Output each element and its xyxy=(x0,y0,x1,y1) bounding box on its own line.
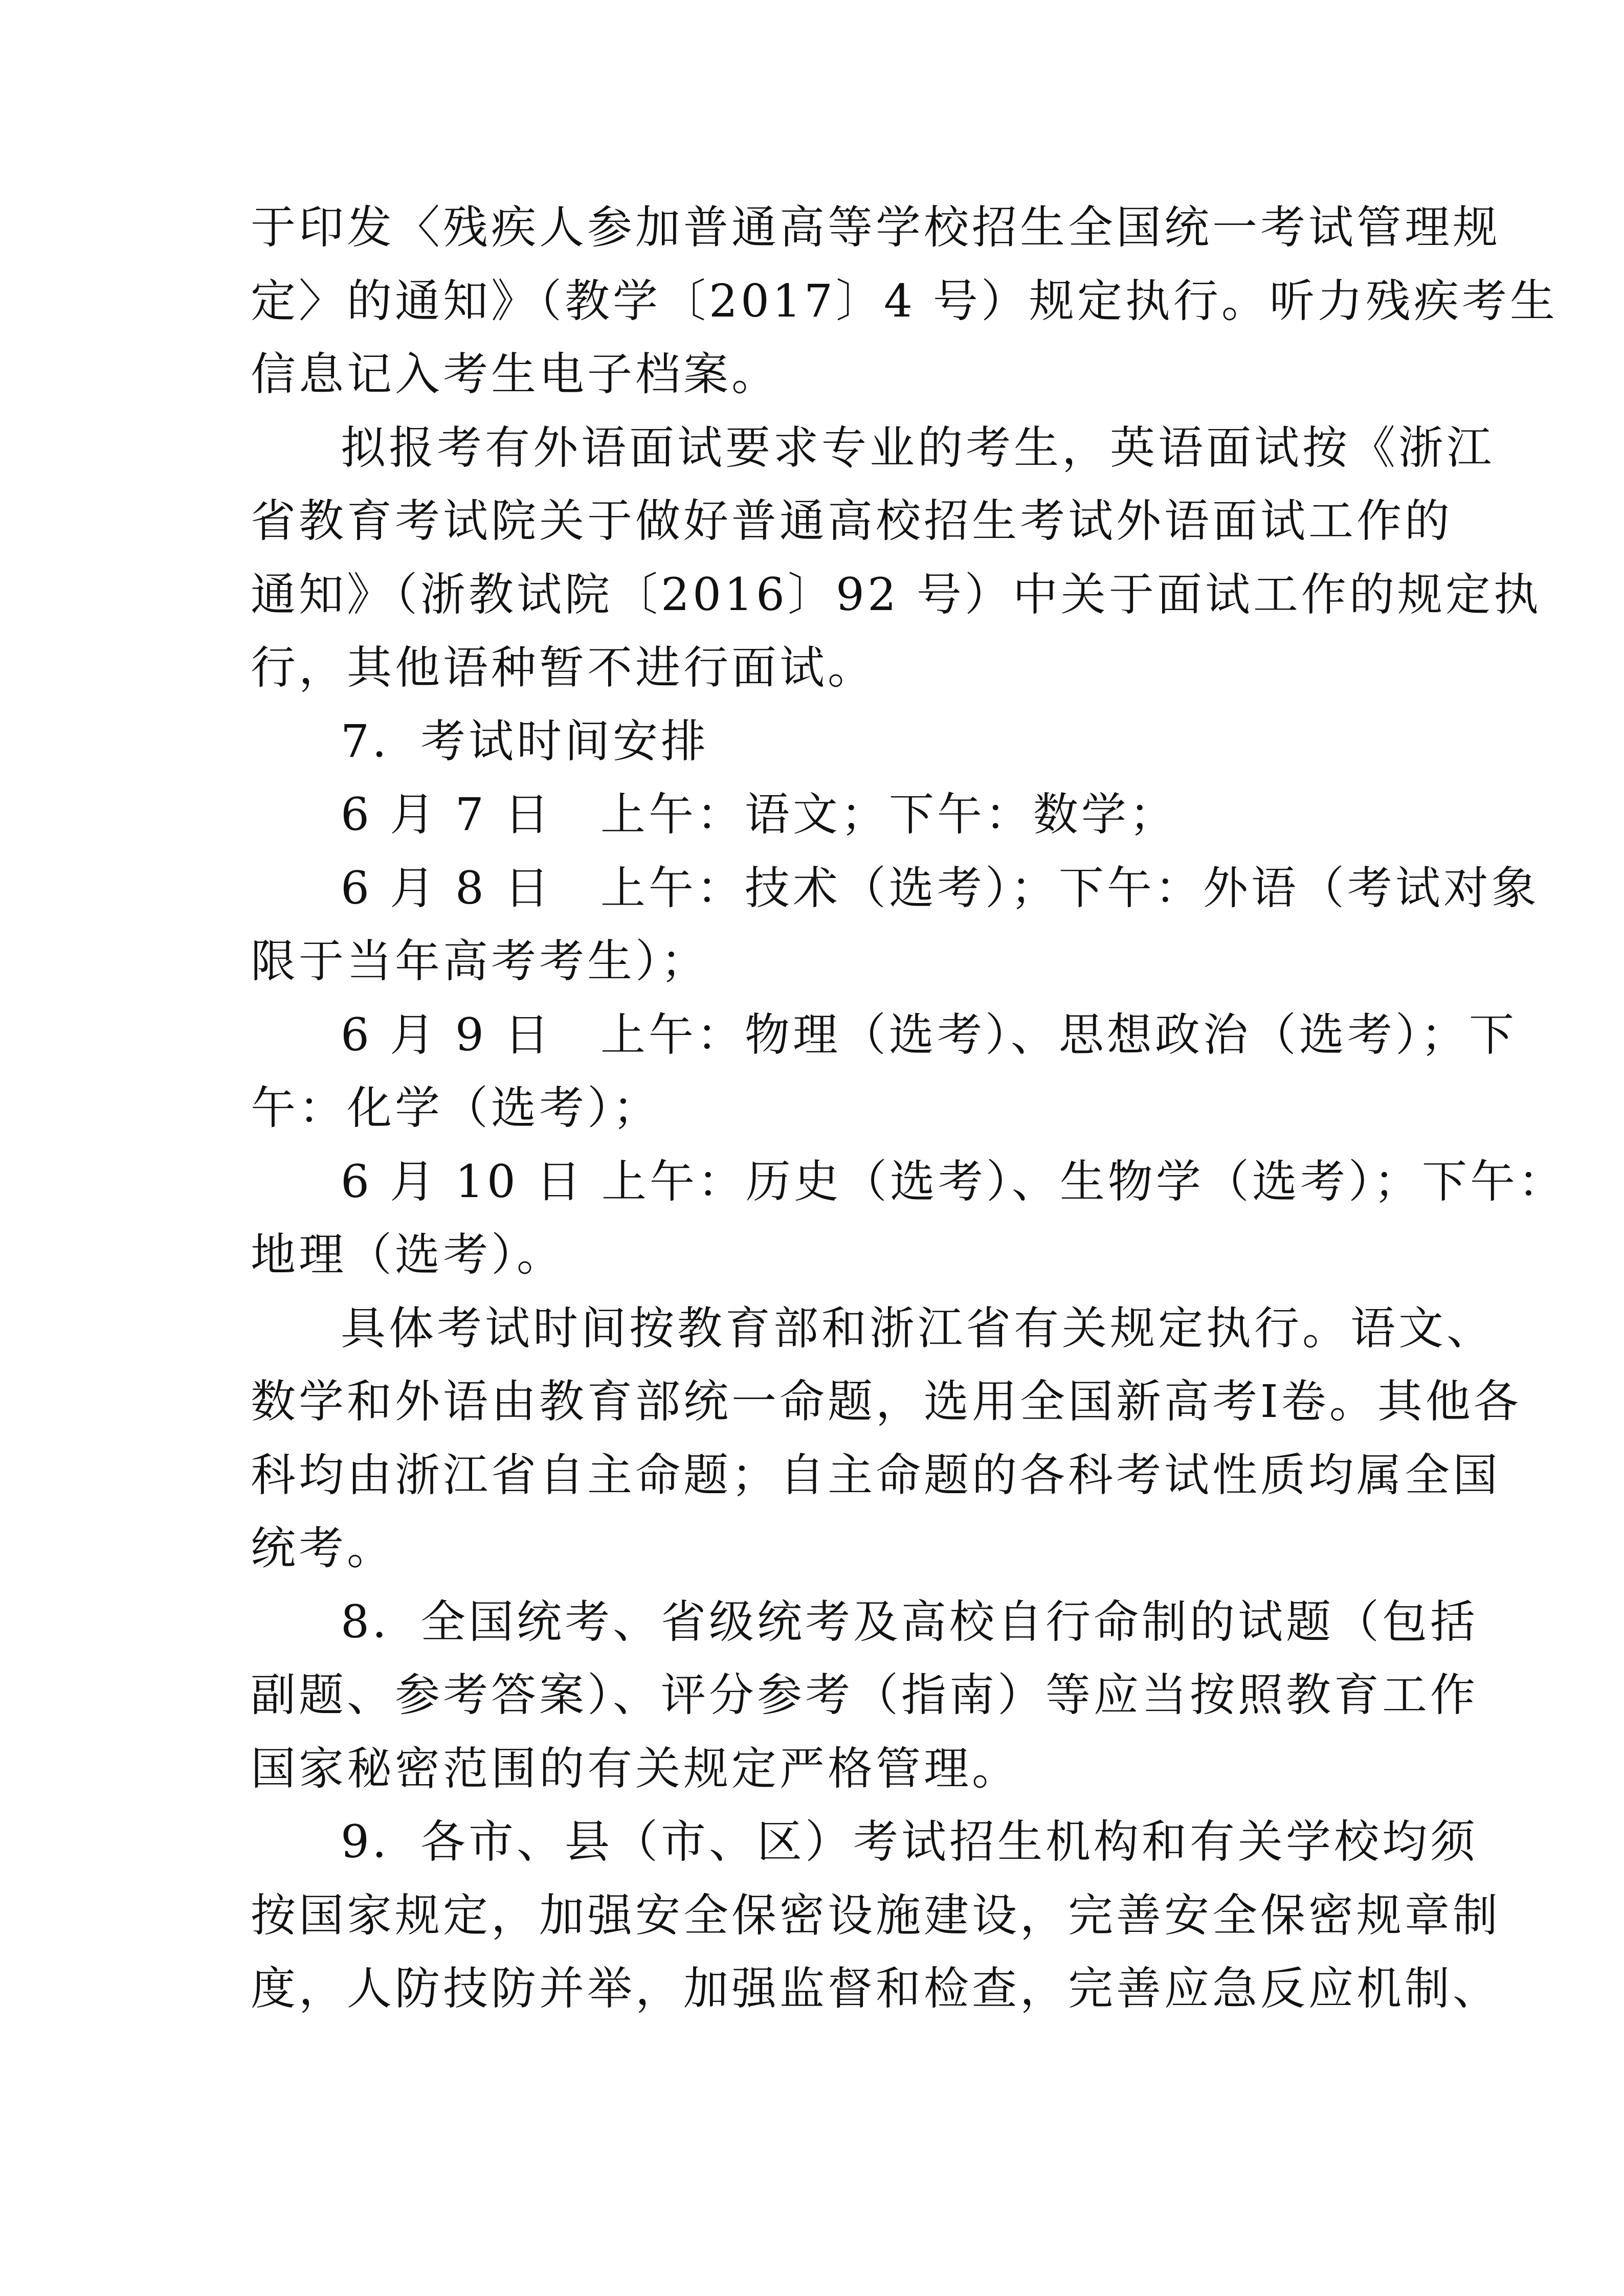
text-line: 地理（选考）。 xyxy=(251,1228,565,1281)
text-line: 国家秘密范围的有关规定严格管理。 xyxy=(251,1742,1020,1795)
text-line: 通知》（浙教试院〔2016〕92 号）中关于面试工作的规定执 xyxy=(251,568,1542,621)
text-line: 副题、参考答案）、评分参考（指南）等应当按照教育工作 xyxy=(251,1669,1479,1721)
paragraph-first-line: 8．全国统考、省级统考及高校自行命制的试题（包括 xyxy=(341,1595,1478,1648)
paragraph-first-line: 拟报考有外语面试要求专业的考生，英语面试按《浙江 xyxy=(341,421,1495,474)
schedule-line: 6 月 7 日 上午：语文；下午：数学； xyxy=(341,788,1177,841)
schedule-line: 6 月 9 日 上午：物理（选考）、思想政治（选考）；下 xyxy=(341,1008,1517,1061)
text-line: 信息记入考生电子档案。 xyxy=(251,348,780,400)
text-line: 行，其他语种暂不进行面试。 xyxy=(251,641,876,694)
text-line: 省教育考试院关于做好普通高校招生考试外语面试工作的 xyxy=(251,494,1453,547)
text-line: 按国家规定，加强安全保密设施建设，完善安全保密规章制 xyxy=(251,1888,1501,1942)
text-line: 于印发〈残疾人参加普通高等学校招生全国统一考试管理规 xyxy=(251,201,1501,254)
text-line: 限于当年高考考生）； xyxy=(251,935,709,987)
schedule-line: 6 月 8 日 上午：技术（选考）；下午：外语（考试对象 xyxy=(341,861,1540,914)
section-heading: 7．考试时间安排 xyxy=(341,714,709,768)
text-line: 定〉的通知》（教学〔2017〕4 号）规定执行。听力残疾考生 xyxy=(251,274,1558,327)
schedule-line: 6 月 10 日 上午：历史（选考）、生物学（选考）；下午： xyxy=(341,1155,1566,1208)
text-line: 统考。 xyxy=(251,1522,395,1574)
text-line: 科均由浙江省自主命题；自主命题的各科考试性质均属全国 xyxy=(251,1448,1501,1501)
text-line: 度，人防技防并举，加强监督和检查，完善应急反应机制、 xyxy=(251,1962,1501,2015)
document-body xyxy=(251,201,1566,2037)
paragraph-first-line: 9．各市、县（市、区）考试招生机构和有关学校均须 xyxy=(341,1815,1478,1868)
text-line: 数学和外语由教育部统一命题，选用全国新高考I卷。其他各 xyxy=(251,1375,1522,1428)
text-line: 午：化学（选考）； xyxy=(251,1082,661,1134)
paragraph-first-line: 具体考试时间按教育部和浙江省有关规定执行。语文、 xyxy=(341,1301,1495,1355)
